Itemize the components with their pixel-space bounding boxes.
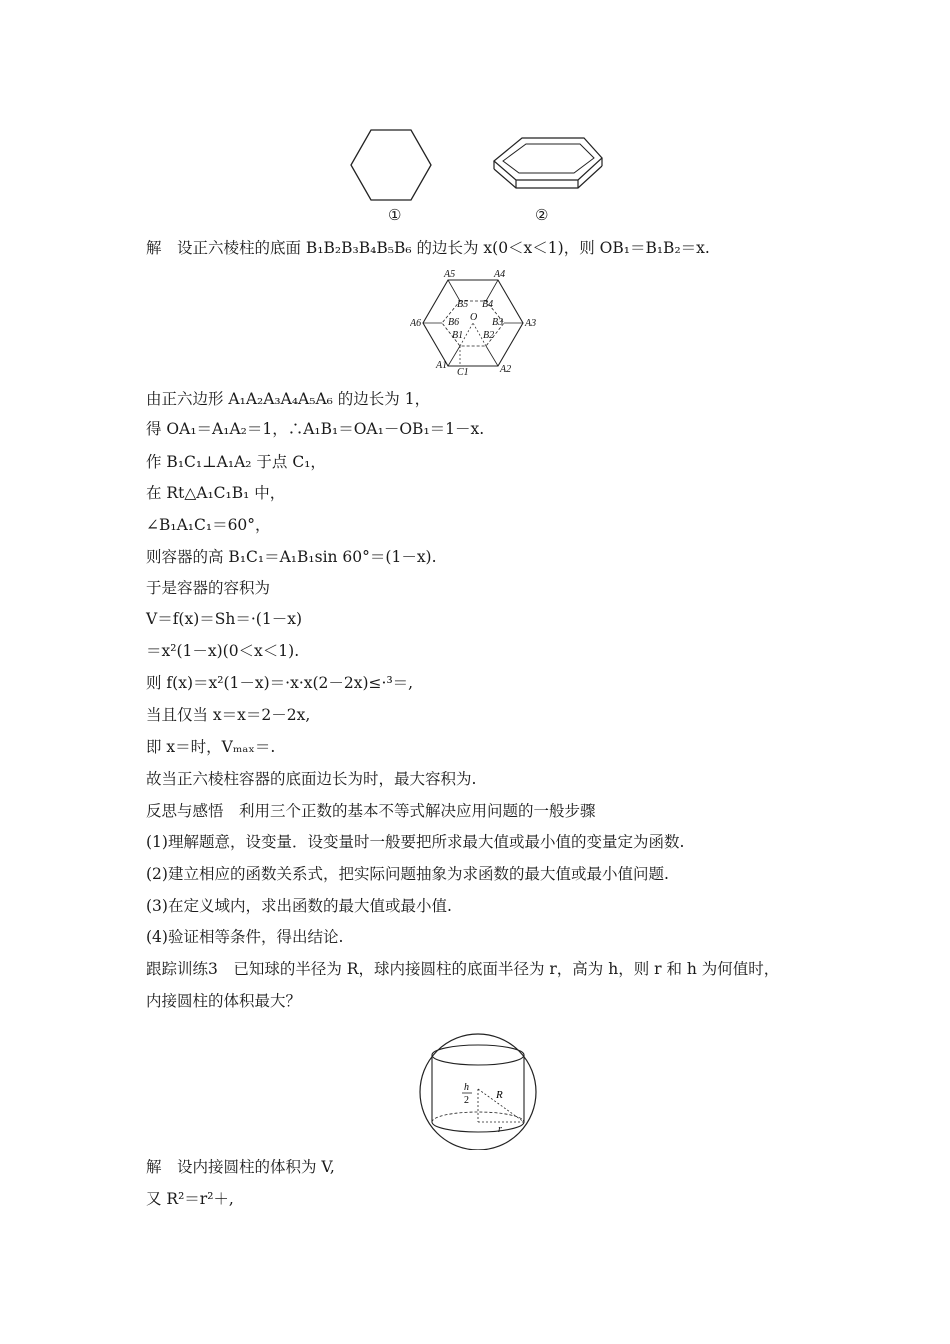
label-B1: B1 [452,330,464,341]
label-B2: B2 [483,330,495,341]
reflection-heading: 反思与感悟 利用三个正数的基本不等式解决应用问题的一般步骤 [146,802,596,820]
label-B3: B3 [492,317,504,328]
text-line: 则容器的高 B₁C₁＝A₁B₁sin 60°＝(1－x). [146,548,437,566]
label-A6: A6 [410,318,422,329]
solution-2-eq: 又 R²＝r²＋, [146,1190,234,1208]
label-B6: B6 [448,317,460,328]
figure-label-2: ② [535,206,549,224]
label-R: R [496,1089,503,1101]
step-2: (2)建立相应的函数关系式，把实际问题抽象为求函数的最大值或最小值问题. [146,865,669,883]
label-A1: A1 [436,360,448,371]
label-C1: C1 [457,367,469,378]
text-line: ∠B₁A₁C₁＝60°， [146,516,271,534]
label-two: 2 [464,1095,469,1106]
text-line: ＝x²(1－x)(0＜x＜1). [146,642,300,660]
label-A3: A3 [525,318,537,329]
sphere-cylinder-figure [410,1030,550,1150]
text-line: V＝f(x)＝Sh＝·(1－x) [146,610,302,628]
exercise-prompt-cont: 内接圆柱的体积最大？ [146,992,302,1010]
text-line: 在 Rt△A₁C₁B₁ 中， [146,484,286,502]
text-line: 故当正六棱柱容器的底面边长为时，最大容积为. [146,770,477,788]
label-h: h [464,1082,469,1093]
text-line: 由正六边形 A₁A₂A₃A₄A₅A₆ 的边长为 1， [146,390,431,408]
text-line: 即 x＝时，Vₘₐₓ＝. [146,738,276,756]
text-line: 得 OA₁＝A₁A₂＝1，∴A₁B₁＝OA₁－OB₁＝1－x. [146,420,485,438]
text-line: 作 B₁C₁⊥A₁A₂ 于点 C₁， [146,453,326,471]
text-line: 则 f(x)＝x²(1－x)＝·x·x(2－2x)≤·³＝, [146,674,414,692]
exercise-prompt: 跟踪训练3 已知球的半径为 R，球内接圆柱的底面半径为 r，高为 h，则 r 和 h 为何值时， [146,960,780,978]
hexagon-figure [345,125,445,205]
label-A2: A2 [500,364,512,375]
hexagonal-tray-figure [488,130,608,195]
label-B4: B4 [482,299,494,310]
labeled-hexagon-figure [410,268,540,378]
label-A4: A4 [494,269,506,280]
label-A5: A5 [444,269,456,280]
label-B5: B5 [457,299,469,310]
text-line: 当且仅当 x＝x＝2－2x, [146,706,311,724]
figure-label-1: ① [388,206,402,224]
step-4: (4)验证相等条件，得出结论. [146,928,344,946]
label-O: O [470,312,478,323]
solution-intro: 解 设正六棱柱的底面 B₁B₂B₃B₄B₅B₆ 的边长为 x(0＜x＜1)，则 OB₁＝B₁B₂＝x. [146,239,710,257]
text-line: 于是容器的容积为 [146,579,271,597]
solution-2-intro: 解 设内接圆柱的体积为 V, [146,1158,335,1176]
step-3: (3)在定义域内，求出函数的最大值或最小值. [146,897,452,915]
step-1: (1)理解题意，设变量．设变量时一般要把所求最大值或最小值的变量定为函数. [146,833,685,851]
label-r: r [498,1124,502,1135]
